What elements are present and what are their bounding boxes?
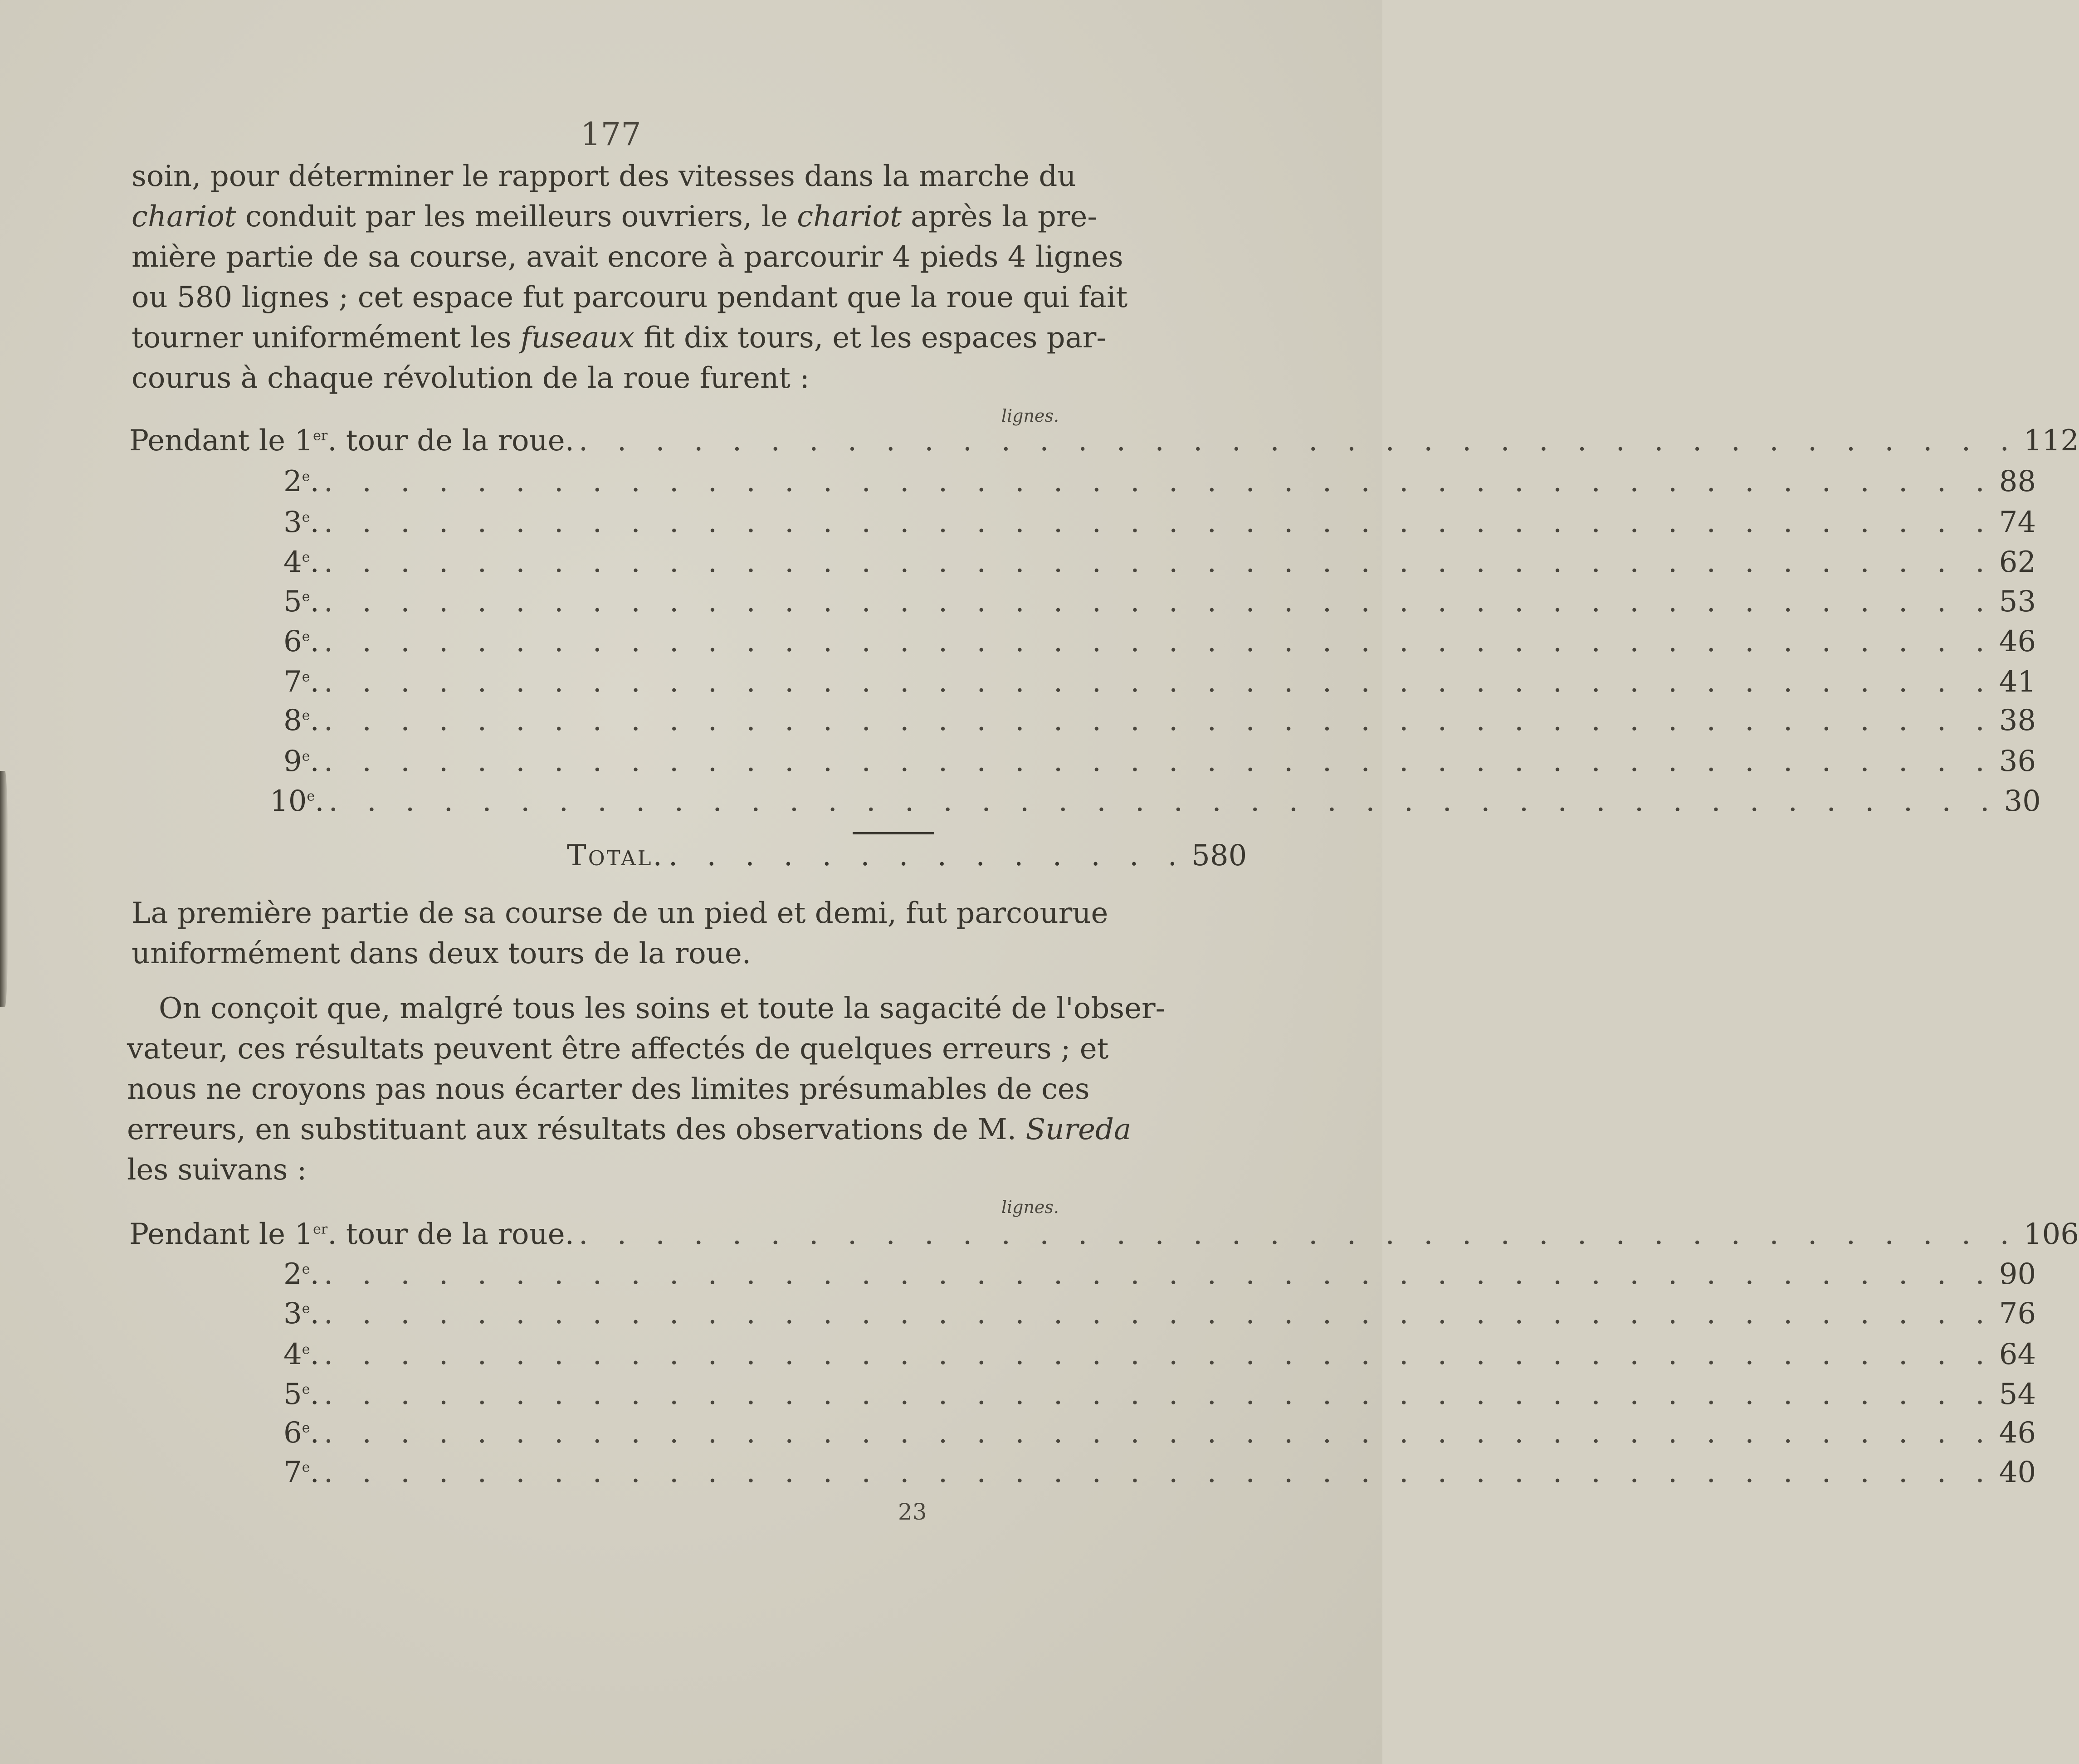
text-line: uniformément dans deux tours de la roue.	[132, 937, 752, 970]
table-row	[129, 1338, 2036, 1374]
row-label: 2e.	[283, 1257, 319, 1291]
table-row	[129, 665, 2036, 702]
table-row	[129, 506, 2036, 542]
leader-dots: . . . . . . . . . . . . . . . . . . . . . . . . . . . . . . . . . . . . . .	[579, 424, 2019, 458]
table-row	[129, 424, 2079, 460]
unit-label: lignes.	[1001, 406, 1059, 426]
text-line: courus à chaque révolution de la roue furent :	[132, 361, 810, 395]
row-value: 38	[1999, 704, 2036, 737]
leader-dots: . . . . . . . . . . . . . . . . . . . . . . . . . . . . . . . . . . . . . . . . . . . .	[323, 1456, 1995, 1489]
leader-dots: . . . . . . . . . . . . . . . . . . . . . . . . . . . . . . . . . . . . . . . . . . . .	[323, 465, 1995, 498]
row-value: 53	[1999, 585, 2036, 619]
row-label: 7e.	[283, 1456, 319, 1489]
italic-term: fuseaux	[520, 321, 634, 355]
row-value: 64	[1999, 1338, 2036, 1371]
table-row	[129, 546, 2036, 582]
row-label: 3e.	[283, 1297, 319, 1330]
row-value: 41	[1999, 665, 2036, 699]
table-row	[129, 1218, 2079, 1254]
paragraph-1	[132, 156, 1128, 399]
paragraph-2	[132, 893, 1108, 974]
row-value: 40	[1999, 1456, 2036, 1489]
text-line: les suivans :	[127, 1153, 307, 1187]
text-line: On conçoit que, malgré tous les soins et toute la sagacité de l'obser-	[159, 992, 1166, 1025]
row-label: 4e.	[283, 1338, 319, 1371]
signature-mark: 23	[898, 1499, 927, 1525]
page-number: 177	[581, 116, 641, 153]
table-row	[129, 625, 2036, 661]
row-value: 74	[1999, 506, 2036, 539]
table-row	[129, 1378, 2036, 1414]
text-line: vateur, ces résultats peuvent être affectés de quelques erreurs ; et	[127, 1032, 1109, 1066]
row-label: 5e.	[283, 585, 319, 619]
text-line: La première partie de sa course de un pied et demi, fut parcourue	[132, 897, 1108, 930]
leader-dots: . . . . . . . . . . . . . . . . . . . . . . . . . . . . . . . . . . . . . . . . . . . .	[323, 704, 1995, 737]
table-row	[129, 1456, 2036, 1492]
text-line: chariot conduit par les meilleurs ouvriers, le chariot après la pre-	[132, 200, 1097, 234]
leader-dots: . . . . . . . . . . . . . . . . . . . . . . . . . . . . . . . . . . . . . . . . . . . .	[323, 585, 1995, 619]
page-edge-shadow	[0, 771, 8, 1007]
text-line: ou 580 lignes ; cet espace fut parcouru pendant que la roue qui fait	[132, 281, 1128, 314]
table-row	[129, 1297, 2036, 1333]
table-row	[129, 1416, 2036, 1452]
leader-dots: . . . . . . . . . . . . . . . . . . . . . . . . . . . . . . . . . . . . . . . . . . . .	[323, 1416, 1995, 1450]
table-row	[129, 745, 2036, 781]
leader-dots: . . . . . . . . . . . . . .	[668, 839, 1187, 872]
leader-dots: . . . . . . . . . . . . . . . . . . . . . . . . . . . . . . . . . . . . . . . . . . . .	[323, 506, 1995, 539]
total-value: 580	[1191, 839, 1247, 872]
row-label: Pendant le 1er. tour de la roue.	[129, 1218, 575, 1251]
unit-label: lignes.	[1001, 1197, 1059, 1217]
text-line: erreurs, en substituant aux résultats des observations de M. Sureda	[127, 1113, 1132, 1146]
table-row	[129, 704, 2036, 740]
sum-rule	[853, 832, 934, 834]
row-value: 62	[1999, 546, 2036, 579]
italic-term: chariot	[132, 200, 236, 234]
leader-dots: . . . . . . . . . . . . . . . . . . . . . . . . . . . . . . . . . . . . . . . . . . . .	[323, 665, 1995, 699]
row-label: 4e.	[283, 546, 319, 579]
leader-dots: . . . . . . . . . . . . . . . . . . . . . . . . . . . . . . . . . . . . . . . . . . . .	[323, 625, 1995, 658]
row-label: 9e.	[283, 745, 319, 778]
row-value: 90	[1999, 1257, 2036, 1291]
total-label: Total.	[567, 839, 664, 872]
row-value: 46	[1999, 625, 2036, 658]
leader-dots: . . . . . . . . . . . . . . . . . . . . . . . . . . . . . . . . . . . . . . . . . . . .	[323, 546, 1995, 579]
row-label: 7e.	[283, 665, 319, 699]
row-value: 76	[1999, 1297, 2036, 1330]
text-line: mière partie de sa course, avait encore à parcourir 4 pieds 4 lignes	[132, 240, 1123, 274]
row-value: 54	[1999, 1378, 2036, 1411]
row-value: 88	[1999, 465, 2036, 498]
row-value: 46	[1999, 1416, 2036, 1450]
table-row	[129, 785, 2041, 821]
table-row	[129, 465, 2036, 501]
row-label: 3e.	[283, 506, 319, 539]
leader-dots: . . . . . . . . . . . . . . . . . . . . . . . . . . . . . . . . . . . . . .	[579, 1218, 2019, 1251]
leader-dots: . . . . . . . . . . . . . . . . . . . . . . . . . . . . . . . . . . . . . . . . . . . .	[323, 1378, 1995, 1411]
row-value: 112	[2023, 424, 2079, 458]
row-value: 106	[2023, 1218, 2079, 1251]
text-line: nous ne croyons pas nous écarter des limites présumables de ces	[127, 1072, 1090, 1106]
row-value: 30	[2004, 785, 2041, 818]
leader-dots: . . . . . . . . . . . . . . . . . . . . . . . . . . . . . . . . . . . . . . . . . . . .	[323, 1338, 1995, 1371]
leader-dots: . . . . . . . . . . . . . . . . . . . . . . . . . . . . . . . . . . . . . . . . . . . .	[323, 745, 1995, 778]
italic-term: Sureda	[1025, 1113, 1132, 1146]
table-row	[129, 585, 2036, 621]
row-value: 36	[1999, 745, 2036, 778]
row-label: Pendant le 1er. tour de la roue.	[129, 424, 575, 458]
row-label: 6e.	[283, 1416, 319, 1450]
row-label: 2e.	[283, 465, 319, 498]
italic-term: chariot	[797, 200, 902, 234]
leader-dots: . . . . . . . . . . . . . . . . . . . . . . . . . . . . . . . . . . . . . . . . . . . .	[323, 1297, 1995, 1330]
leader-dots: . . . . . . . . . . . . . . . . . . . . . . . . . . . . . . . . . . . . . . . . . . . .	[328, 785, 2000, 818]
row-label: 10e.	[270, 785, 324, 818]
text-line: tourner uniformément les fuseaux fit dix tours, et les espaces par-	[132, 321, 1106, 355]
text-line: soin, pour déterminer le rapport des vitesses dans la marche du	[132, 160, 1076, 193]
table-revolutions-corrected	[129, 1197, 2079, 1496]
paragraph-3	[127, 989, 1166, 1190]
total-row	[567, 839, 1247, 872]
row-label: 5e.	[283, 1378, 319, 1411]
row-label: 6e.	[283, 625, 319, 658]
leader-dots: . . . . . . . . . . . . . . . . . . . . . . . . . . . . . . . . . . . . . . . . . . . .	[323, 1257, 1995, 1291]
table-row	[129, 1257, 2036, 1294]
row-label: 8e.	[283, 704, 319, 737]
